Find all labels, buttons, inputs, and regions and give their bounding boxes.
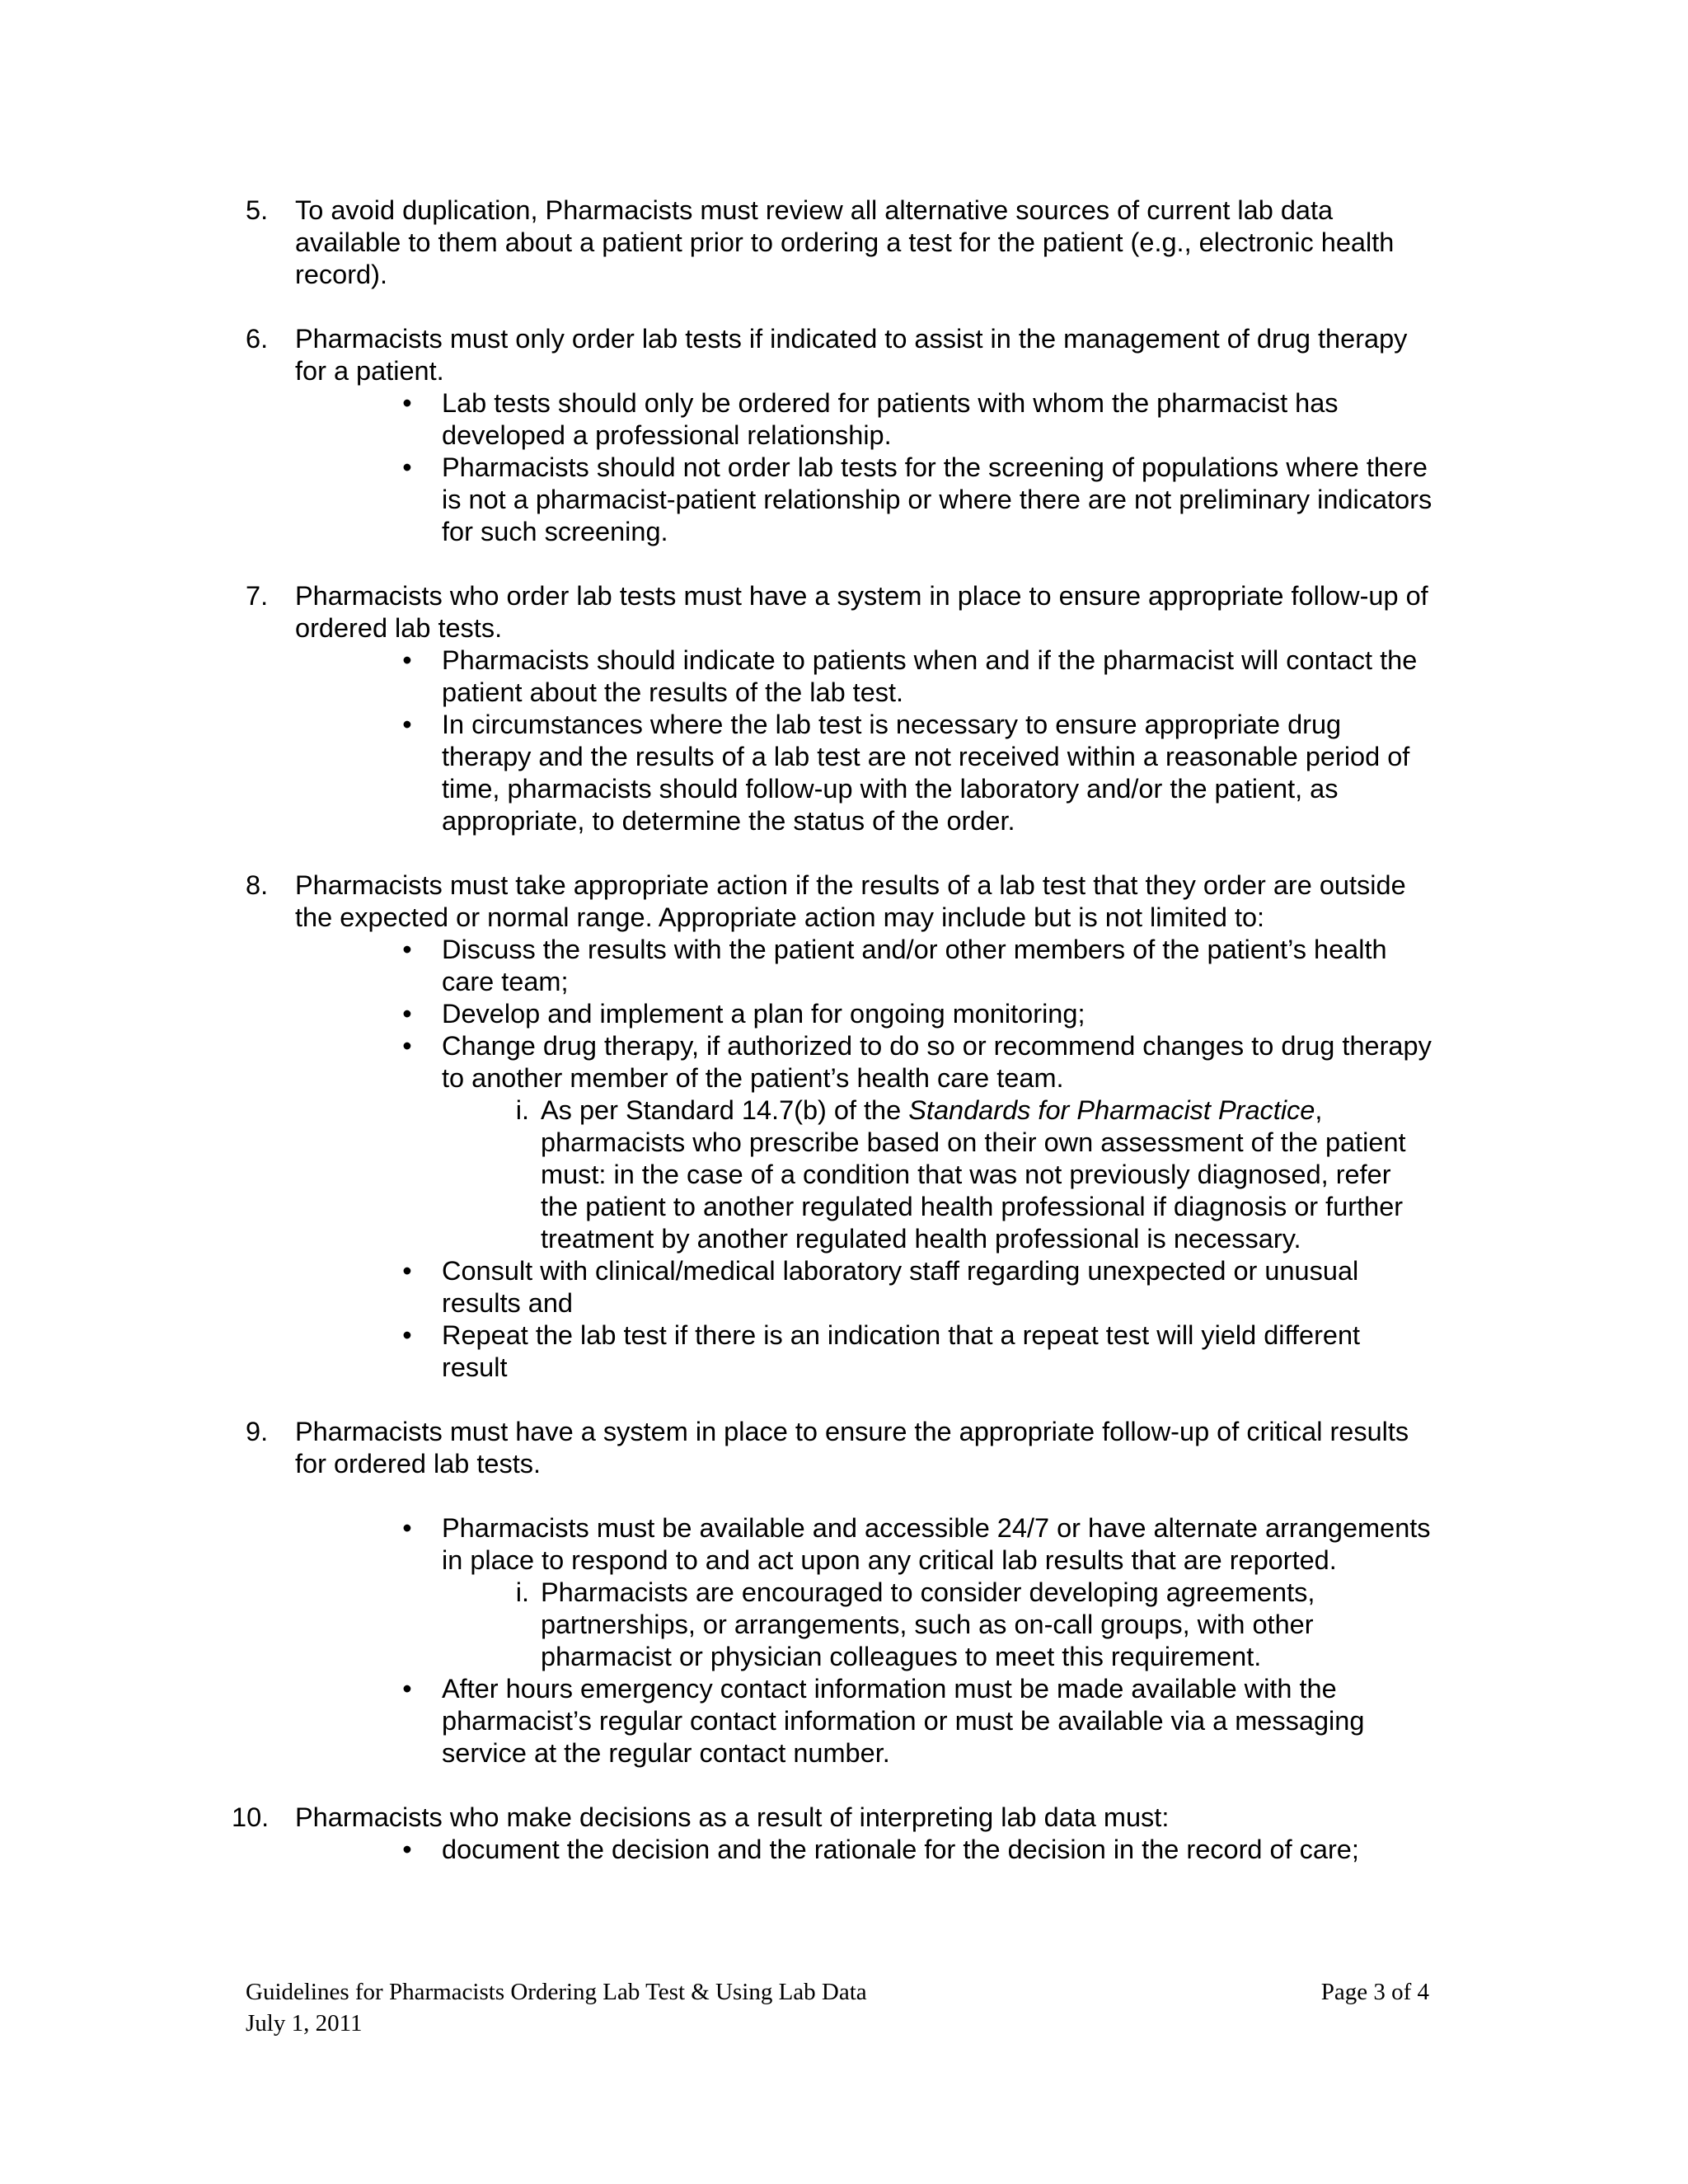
bullet-text: Discuss the results with the patient and/or other members of the patient’s health care team; — [442, 935, 1387, 996]
bullet-text: document the decision and the rationale for the decision in the record of care; — [442, 1835, 1359, 1864]
list-item — [402, 452, 1432, 548]
item-number: 6. — [246, 324, 269, 354]
bullet-icon: • — [402, 452, 412, 482]
list-item — [402, 1319, 1432, 1384]
bullet-text: After hours emergency contact information must be made available with the pharmacist’s regular contact information or must be available via a messaging service at the regular contact number. — [442, 1674, 1365, 1768]
sub-item-marker: i. — [515, 1095, 529, 1125]
footer-row — [246, 1976, 1429, 2008]
sub-text: Pharmacists are encouraged to consider developing agreements, partnerships, or arrangements, such as on-call groups, with other pharmacist or physician colleagues to meet this requirement. — [541, 1577, 1315, 1671]
bullet-text: Consult with clinical/medical laboratory staff regarding unexpected or unusual results and — [442, 1256, 1359, 1318]
bullet-icon: • — [402, 1031, 412, 1061]
guideline-item-10 — [232, 1802, 1432, 1866]
sub-list — [442, 1094, 1432, 1255]
item-text: To avoid duplication, Pharmacists must review all alternative sources of current lab data available to them about a patient prior to ordering a test for the patient (e.g., electronic health record). — [295, 195, 1395, 289]
list-item — [402, 1512, 1432, 1673]
bullet-icon: • — [402, 388, 412, 418]
list-item — [402, 1030, 1432, 1255]
guideline-item-7 — [246, 580, 1432, 837]
list-item — [402, 709, 1432, 837]
list-item — [402, 1255, 1432, 1319]
bullet-text: Pharmacists must be available and accessible 24/7 or have alternate arrangements in place to respond to and act upon any critical lab results that are reported. — [442, 1513, 1431, 1575]
footer-page-number: Page 3 of 4 — [1320, 1979, 1429, 2005]
footer-date: July 1, 2011 — [246, 2010, 363, 2036]
item-number: 7. — [246, 581, 269, 611]
list-item — [402, 387, 1432, 452]
item-number: 9. — [246, 1417, 269, 1446]
guideline-item-8 — [246, 869, 1432, 1384]
bullet-text: Change drug therapy, if authorized to do so or recommend changes to drug therapy to another member of the patient’s health care team. — [442, 1031, 1432, 1093]
sub-list-item — [515, 1577, 1432, 1673]
footer-document-title: Guidelines for Pharmacists Ordering Lab Test & Using Lab Data — [246, 1979, 867, 2005]
bullet-icon: • — [402, 710, 412, 739]
guideline-item-6 — [246, 323, 1432, 548]
item-text: Pharmacists who order lab tests must have a system in place to ensure appropriate follow-up of ordered lab tests. — [295, 581, 1428, 643]
bullet-text: Pharmacists should not order lab tests for the screening of populations where there is not a pharmacist-patient relationship or where there are not preliminary indicators for such screening. — [442, 452, 1432, 546]
guideline-item-5 — [246, 194, 1432, 291]
sub-item-marker: i. — [515, 1577, 529, 1607]
sub-list — [442, 1577, 1432, 1673]
bullet-icon: • — [402, 935, 412, 964]
bullet-list — [295, 644, 1432, 837]
bullet-icon: • — [402, 1513, 412, 1543]
bullet-list — [295, 1512, 1432, 1769]
bullet-list — [295, 934, 1432, 1384]
bullet-text: Develop and implement a plan for ongoing monitoring; — [442, 999, 1085, 1029]
list-item — [402, 1834, 1432, 1866]
list-item — [402, 644, 1432, 709]
bullet-list — [295, 1834, 1432, 1866]
bullet-list — [295, 387, 1432, 548]
sub-list-item — [515, 1094, 1432, 1255]
bullet-icon: • — [402, 1320, 412, 1350]
guidelines-list — [232, 194, 1432, 1898]
bullet-text: Lab tests should only be ordered for patients with whom the pharmacist has developed a professional relationship. — [442, 388, 1339, 450]
item-text: Pharmacists must only order lab tests if indicated to assist in the management of drug therapy for a patient. — [295, 324, 1408, 386]
page-footer — [246, 1976, 1429, 2039]
bullet-icon: • — [402, 999, 412, 1029]
bullet-icon: • — [402, 1835, 412, 1864]
sub-text-before: As per Standard 14.7(b) of the — [541, 1095, 909, 1125]
bullet-icon: • — [402, 645, 412, 675]
bullet-text: Pharmacists should indicate to patients when and if the pharmacist will contact the patient about the results of the lab test. — [442, 645, 1418, 707]
bullet-icon: • — [402, 1256, 412, 1286]
item-number: 8. — [246, 870, 269, 900]
bullet-text: In circumstances where the lab test is necessary to ensure appropriate drug therapy and the results of a lab test are not received within a reasonable period of time, pharmacists should follow-up with the laboratory and/or the patient, as appropriate, to determine the status of the order. — [442, 710, 1410, 836]
item-text: Pharmacists must have a system in place to ensure the appropriate follow-up of critical results for ordered lab tests. — [295, 1417, 1409, 1479]
item-text: Pharmacists who make decisions as a result of interpreting lab data must: — [295, 1802, 1170, 1832]
guideline-item-9 — [246, 1416, 1432, 1769]
bullet-icon: • — [402, 1674, 412, 1704]
bullet-text: Repeat the lab test if there is an indication that a repeat test will yield different result — [442, 1320, 1361, 1382]
item-text: Pharmacists must take appropriate action if the results of a lab test that they order are outside the expected or normal range. Appropriate action may include but is not limited to: — [295, 870, 1406, 932]
spacer — [295, 1480, 1432, 1512]
list-item — [402, 998, 1432, 1030]
sub-text-after: , pharmacists who prescribe based on their own assessment of the patient must: in the case of a condition that was not previously diagnosed, refer the patient to another regulated health professional if diagnosis or further treatment by another regulated health professional is necessary. — [541, 1095, 1406, 1254]
list-item — [402, 1673, 1432, 1769]
item-number: 5. — [246, 195, 269, 225]
standards-title: Standards for Pharmacist Practice — [908, 1095, 1315, 1125]
item-number: 10. — [232, 1802, 270, 1832]
list-item — [402, 934, 1432, 998]
